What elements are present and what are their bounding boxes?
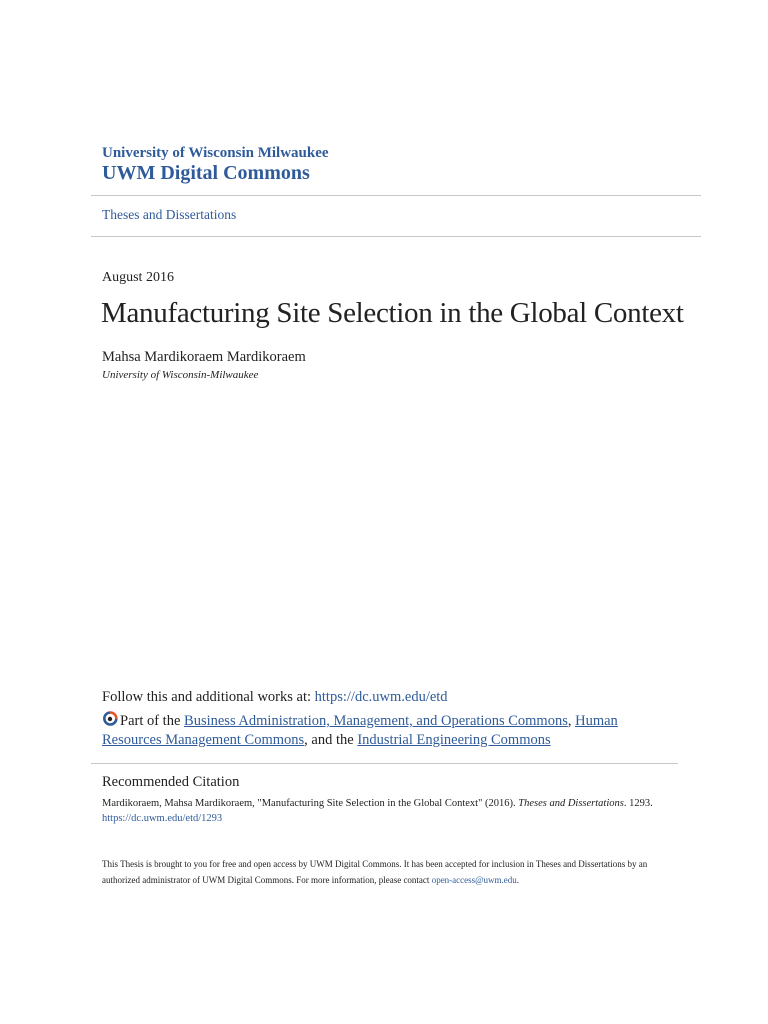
institution-name[interactable]: University of Wisconsin Milwaukee bbox=[102, 145, 329, 161]
divider bbox=[91, 195, 701, 196]
notice-end: . bbox=[516, 875, 519, 885]
repository-name[interactable]: UWM Digital Commons bbox=[102, 162, 310, 184]
paper-title: Manufacturing Site Selection in the Global Context bbox=[101, 297, 684, 329]
citation-heading: Recommended Citation bbox=[102, 774, 240, 790]
follow-line bbox=[102, 689, 448, 706]
publication-date: August 2016 bbox=[102, 270, 174, 285]
follow-prefix: Follow this and additional works at: bbox=[102, 689, 315, 705]
part-of-separator: , bbox=[567, 713, 576, 729]
part-of-separator: , and the bbox=[304, 732, 358, 748]
access-notice bbox=[102, 856, 682, 888]
part-of-line bbox=[102, 711, 662, 750]
collection-link[interactable]: Theses and Dissertations bbox=[102, 207, 237, 222]
citation-number: . 1293. bbox=[623, 798, 653, 809]
author-name: Mahsa Mardikoraem Mardikoraem bbox=[102, 349, 306, 365]
author-affiliation: University of Wisconsin-Milwaukee bbox=[102, 369, 259, 381]
citation-series: Theses and Dissertations bbox=[518, 798, 624, 809]
citation-text bbox=[102, 796, 682, 826]
divider bbox=[91, 763, 678, 764]
citation-body: Mardikoraem, Mahsa Mardikoraem, "Manufacturing Site Selection in the Global Context" (2016). bbox=[102, 798, 519, 809]
commons-link-business[interactable]: Business Administration, Management, and Operations Commons bbox=[184, 713, 568, 729]
notice-text: This Thesis is brought to you for free and open access by UWM Digital Commons. It has been accepted for inclusion in Theses and Dissertations by an authorized administrator of UWM Digital Commons. For more information, please contact bbox=[102, 859, 648, 885]
commons-link-industrial[interactable]: Industrial Engineering Commons bbox=[357, 732, 551, 748]
contact-email-link[interactable]: open-access@uwm.edu bbox=[431, 875, 517, 885]
etd-link[interactable]: https://dc.uwm.edu/etd bbox=[314, 689, 448, 705]
part-of-prefix: Part of the bbox=[120, 713, 185, 729]
divider bbox=[91, 236, 701, 237]
citation-url-link[interactable]: https://dc.uwm.edu/etd/1293 bbox=[102, 813, 223, 824]
commons-icon bbox=[102, 711, 118, 727]
commons-link-hr[interactable]: Human Resources Management Commons bbox=[102, 713, 618, 748]
